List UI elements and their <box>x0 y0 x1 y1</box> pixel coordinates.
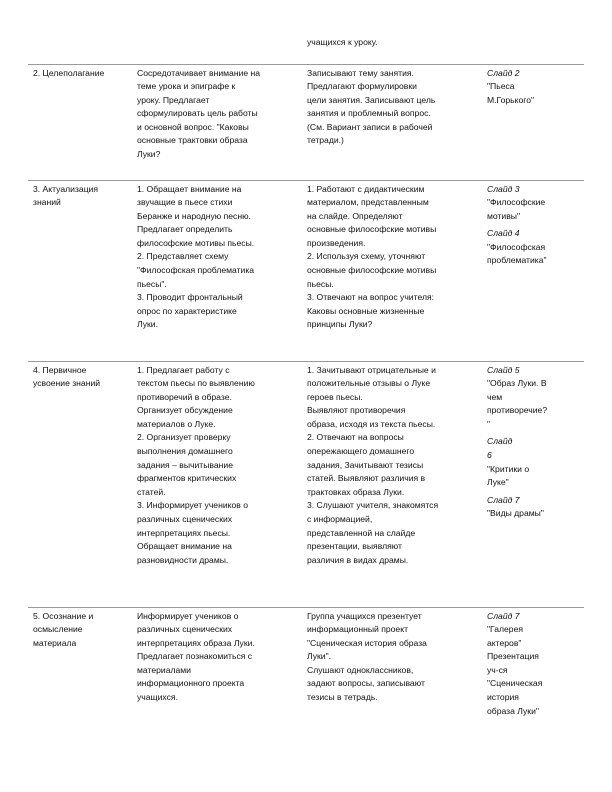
teacher-activity-cell: 1. Обращает внимание на звучащие в пьесе стихи Беранже и народную песню. Предлагает определить философские мотивы пьесы. 2. Представляет схему "Философская проблематика пьесы". 3. Проводит фронтальный опрос по характеристике Луки. <box>132 180 302 361</box>
stage-cell: 4. Первичное усвоение знаний <box>28 361 132 607</box>
slide-title: "Виды драмы" <box>487 508 544 519</box>
table-row <box>28 34 584 64</box>
teacher-activity-cell: Информирует учеников о различных сценических интерпретациях образа Луки. Предлагает познакомиться с материалами информационного проекта учащихся. <box>132 607 302 767</box>
slide-cell <box>482 361 584 607</box>
slide-reference <box>487 610 580 719</box>
stage-cell: 2. Целеполагание <box>28 64 132 180</box>
slide-title: "Философская проблематика" <box>487 241 547 266</box>
slide-reference <box>487 227 580 268</box>
teacher-activity-cell <box>132 34 302 64</box>
stage-cell: 3. Актуализация знаний <box>28 180 132 361</box>
slide-title: "Критики о Луке" <box>487 463 530 488</box>
table-row <box>28 64 584 180</box>
lesson-plan-body <box>28 34 584 767</box>
slide-title: "Философские мотивы" <box>487 197 546 221</box>
slide-reference <box>487 67 580 108</box>
student-activity-cell: 1. Работают с дидактическим материалом, представленным на слайде. Определяют основные философские мотивы произведения. 2. Используя схему, уточняют основные философские мотивы пьесы. 3. Отвечают на вопрос учителя: Каковы основные жизненные принципы Луки? <box>302 180 482 361</box>
slide-label: Слайд 7 <box>487 610 520 621</box>
slide-label: Слайд 7 <box>487 494 520 505</box>
slide-reference <box>487 183 580 224</box>
student-activity-cell: Записывают тему занятия. Предлагают формулировки цели занятия. Записывают цель занятия и проблемный вопрос. (См. Вариант записи в рабочей тетради.) <box>302 64 482 180</box>
slide-reference <box>487 494 580 521</box>
student-activity-cell: учащихся к уроку. <box>307 37 378 47</box>
slide-reference <box>487 364 580 432</box>
slide-label: Слайд 5 <box>487 364 520 375</box>
slide-label: Слайд 4 <box>487 228 520 239</box>
table-row <box>28 361 584 607</box>
lesson-plan-table <box>28 34 584 767</box>
stage-cell: 5. Осознание и осмысление материала <box>28 607 132 767</box>
teacher-activity-cell: Сосредотачивает внимание на теме урока и эпиграфе к уроку. Предлагает сформулировать цель работы и основной вопрос. "Каковы основные трактовки образа Луки? <box>132 64 302 180</box>
slide-title: "Галерея актеров" Презентация уч-ся "Сценическая история образа Луки" <box>487 624 543 716</box>
slide-label: Слайд 2 <box>487 67 520 78</box>
table-row <box>28 607 584 767</box>
slide-title: "Образ Луки. В чем противоречие? " <box>487 378 548 429</box>
slide-label: Слайд 3 <box>487 183 520 194</box>
slide-label: Слайд 6 <box>487 436 513 461</box>
stage-cell <box>28 34 132 64</box>
slide-cell <box>482 64 584 180</box>
student-activity-cell: 1. Зачитывают отрицательные и положительные отзывы о Луке героев пьесы. Выявляют противоречия образа, исходя из текста пьесы. 2. Отвечают на вопросы опережающего домашнего задания, Зачитывают тезисы статей. Выявляют различия в трактовках образа Луки. 3. Слушают учителя, знакомятся с информацией, представленной на слайде презентации, выявляют различия в видах драмы. <box>302 361 482 607</box>
slide-title: "Пьеса М.Горького" <box>487 81 535 105</box>
slide-cell <box>482 34 584 64</box>
slide-cell <box>482 607 584 767</box>
teacher-activity-cell: 1. Предлагает работу с текстом пьесы по выявлению противоречий в образе. Организует обсуждение материалов о Луке. 2. Организует проверку выполнения домашнего задания – вычитывание фрагментов критических статей. 3. Информирует учеников о различных сценических интерпретациях пьесы. Обращает внимание на разновидности драмы. <box>132 361 302 607</box>
table-row <box>28 180 584 361</box>
slide-reference <box>487 435 580 489</box>
slide-cell <box>482 180 584 361</box>
student-activity-cell: Группа учащихся презентует информационный проект "Сценическая история образа Луки". Слушают одноклассников, задают вопросы, записывают тезисы в тетрадь. <box>302 607 482 767</box>
